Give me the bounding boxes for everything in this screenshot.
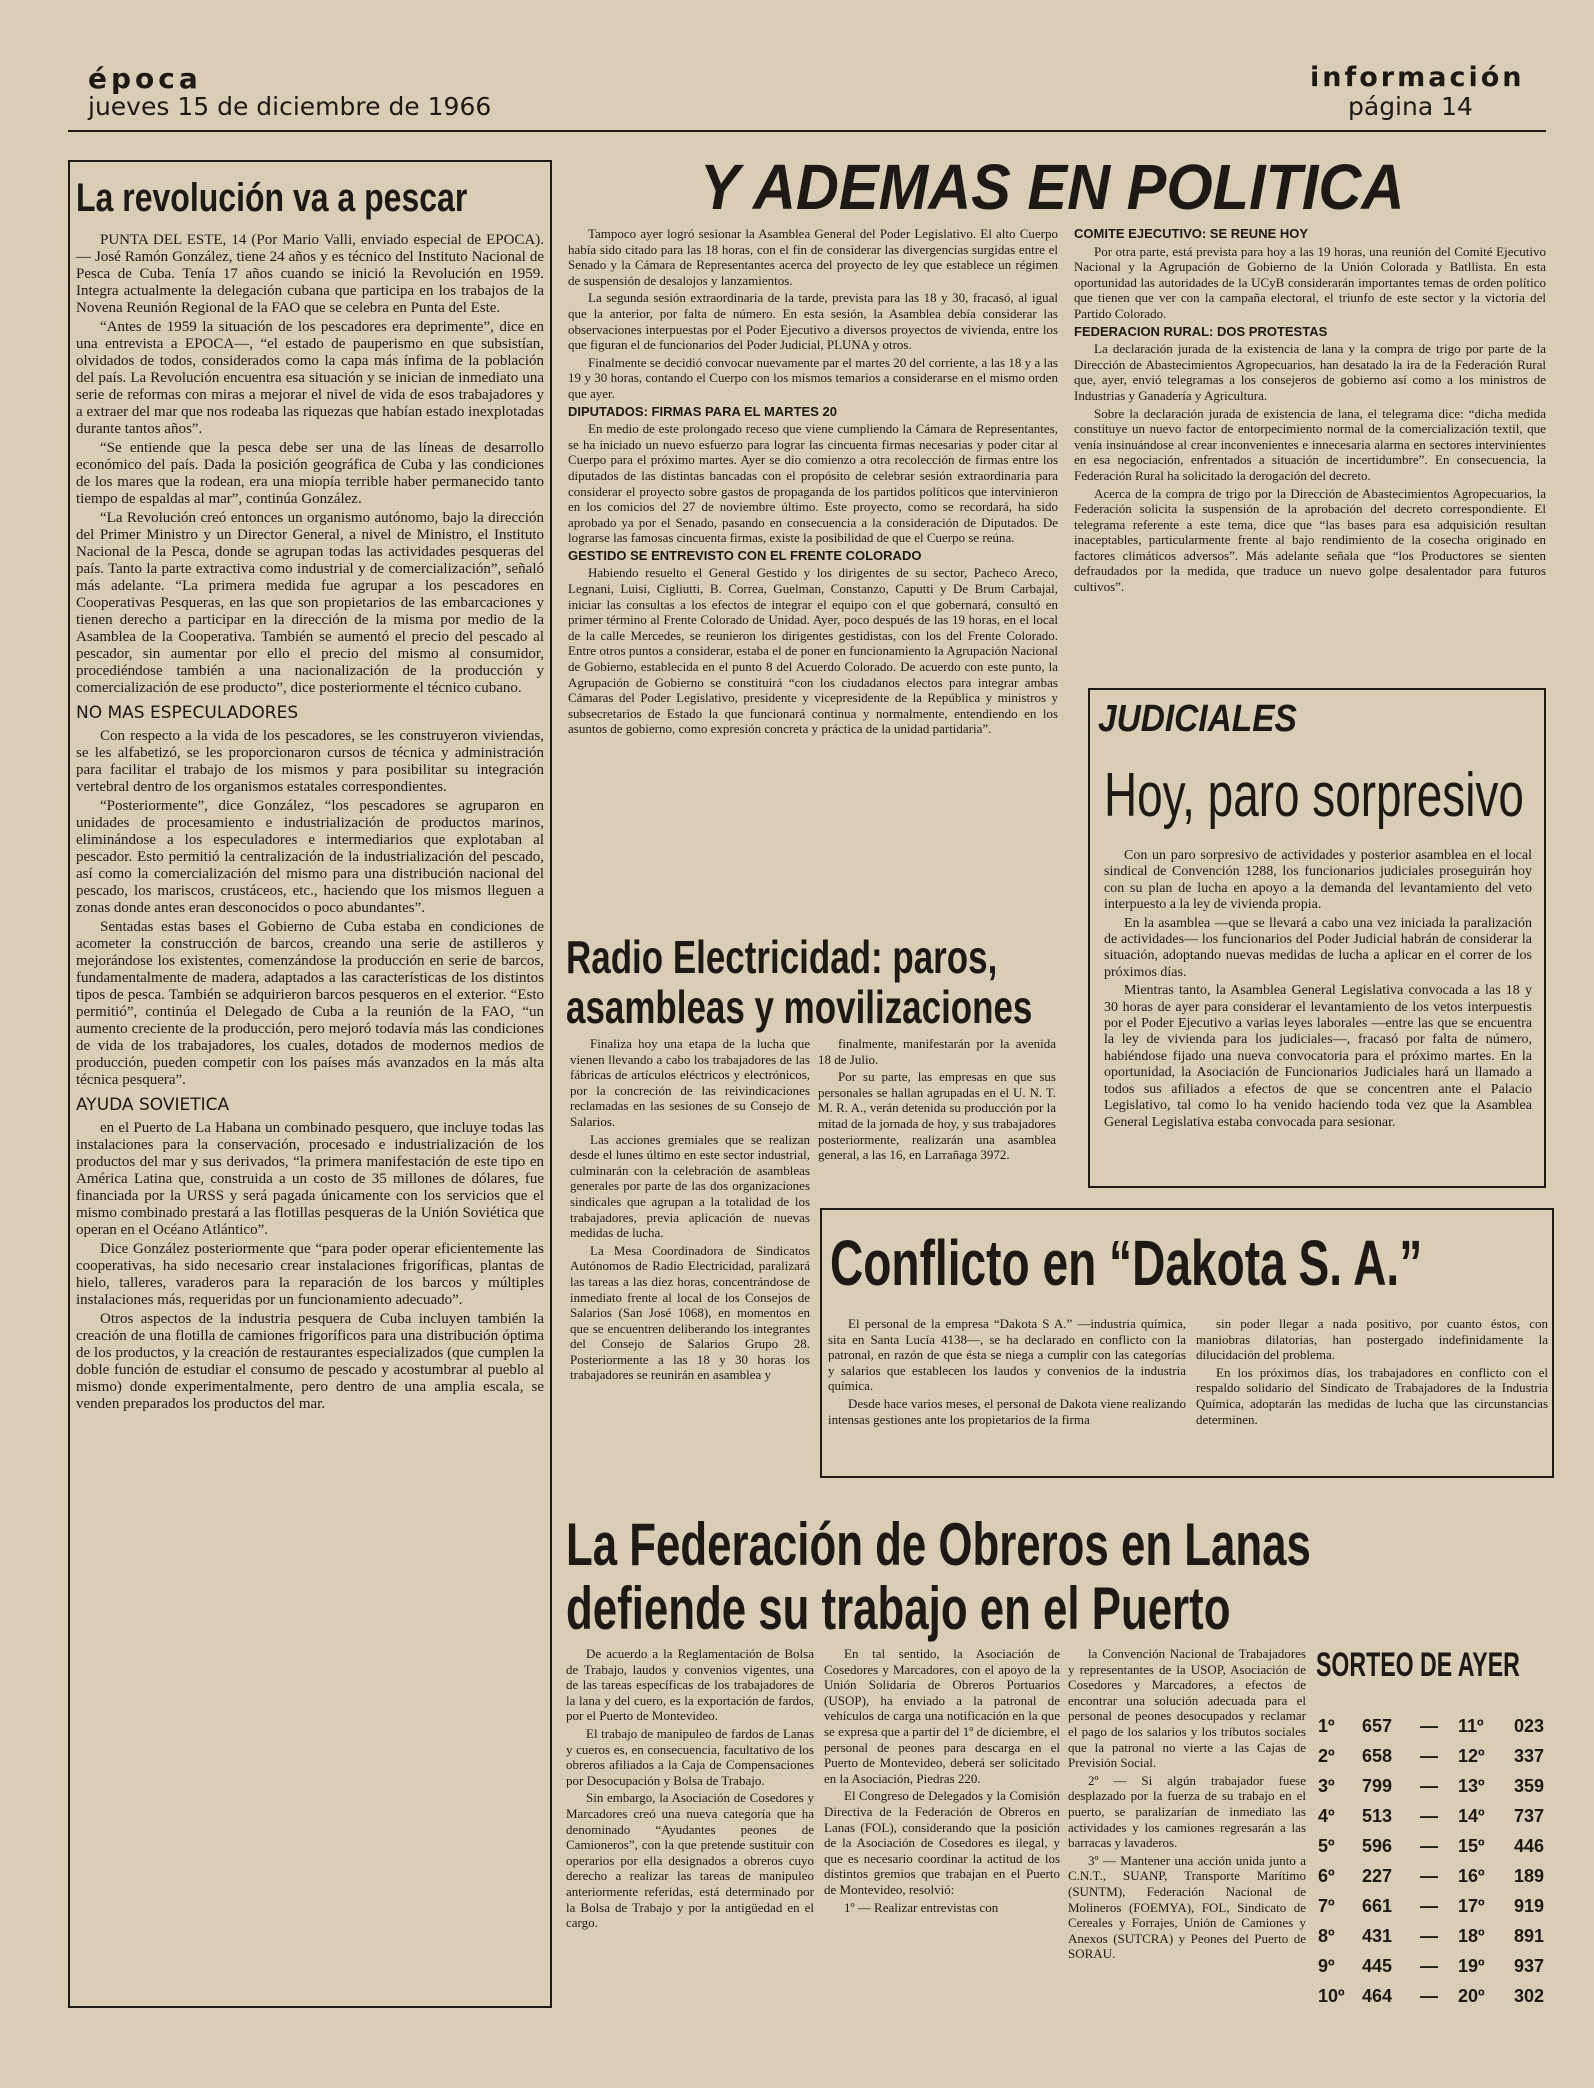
sorteo-num-left: 513: [1362, 1806, 1393, 1826]
article-revolucion: [76, 176, 544, 1996]
sorteo-pos-right: 19º: [1458, 1956, 1485, 1976]
dakota-column-1: [828, 1316, 1186, 1472]
paragraph: Finaliza hoy una etapa de la lucha que vienen llevando a cabo los trabajadores de las fábricas de artículos eléctricos y electrónicos, por la concreción de las reivindicaciones reclamadas en las sesiones de su Consejo de Salarios.: [570, 1036, 810, 1129]
headline-radio-line-1: Radio Electricidad: paros,: [566, 931, 998, 983]
paragraph: Mientras tanto, la Asamblea General Legislativa convocada a las 18 y 30 horas de ayer para considerar el levantamiento de los vetos interpuestis por el Poder Ejecutivo a varias leyes laborales —entre las que se encuentra la ley de vivienda para los judiciales—, fracasó por falta de número, habiéndose fijado una nueva convocatoria para el próximo martes. En la oportunidad, la Asociación de Funcionarios Judiciales hará un llamado a todos sus afiliados a efectos de que se concentren ante el Palacio Legislativo, tal como lo ha venido haciendo toda vez que la Asamblea General Legislativa estaba convocada para sesionar.: [1104, 983, 1532, 1130]
sorteo-dash: —: [1420, 1866, 1438, 1886]
sorteo-num-right: 023: [1514, 1716, 1545, 1736]
sorteo-pos-right: 11º: [1458, 1716, 1484, 1736]
headline-lanas-line-2: defiende su trabajo en el Puerto: [566, 1575, 1231, 1642]
sorteo-pos-right: 17º: [1458, 1896, 1485, 1916]
paragraph: Por su parte, las empresas en que sus personales se hallan agrupadas en el U. N. T. M. R. A., verán detenida su producción por la mitad de la jornada de hoy, y sus trabajadores posteriormente, realizarán una asamblea general, a las 16, en Larrañaga 3972.: [818, 1069, 1056, 1163]
sorteo-pos-left: 2º: [1318, 1746, 1335, 1766]
sorteo-num-right: 919: [1514, 1896, 1545, 1916]
paragraph: Con respecto a la vida de los pescadores, se les construyeron viviendas, se les alfabetizó, se les proporcionaron cursos de técnica y administración para facilitar el trabajo de los mismos y para posibilitar su integración vertebral dentro de los organismos estatales correspondientes.: [76, 728, 544, 795]
sorteo-title: SORTEO DE AYER: [1316, 1646, 1520, 1684]
subheading-comite: COMITE EJECUTIVO: SE REUNE HOY: [1074, 226, 1309, 241]
subheading-especuladores: NO MAS ESPECULADORES: [76, 703, 299, 723]
sorteo-num-right: 359: [1514, 1776, 1545, 1796]
dakota-column-2: [1196, 1316, 1548, 1472]
sorteo-pos-left: 10º: [1318, 1986, 1345, 2006]
sorteo-dash: —: [1420, 1716, 1438, 1736]
paragraph: “Se entiende que la pesca debe ser una de las líneas de desarrollo económico del país. Dada la posición geográfica de Cuba y las condiciones de los mares que la rodean, era una miopía terrible haber permanecido tanto tiempo de espaldas al mar”, continúa González.: [76, 440, 544, 507]
sorteo-pos-left: 8º: [1318, 1926, 1335, 1946]
section-title-informacion: información: [1310, 62, 1525, 93]
paragraph: Tampoco ayer logró sesionar la Asamblea General del Poder Legislativo. El alto Cuerpo había sido citado para las 18 horas, con el fin de considerar las divergencias surgidas entre el Senado y la Cámara de Representantes acerca del proyecto de ley que establece un régimen de suspensión de desalojos y lanzamientos.: [568, 226, 1058, 288]
sorteo-pos-left: 7º: [1318, 1896, 1335, 1916]
sorteo-pos-left: 6º: [1318, 1866, 1335, 1886]
sorteo-pos-right: 16º: [1458, 1866, 1485, 1886]
kicker-judiciales: JUDICIALES: [1098, 698, 1297, 740]
article-body-judiciales: [1104, 848, 1532, 1182]
paragraph: Acerca de la compra de trigo por la Dirección de Abastecimientos Agropecuarios, la Federación solicita la suspensión de la aprobación del decreto correspondiente. El telegrama referente a este tema, dice que “las bases para esa adquisición resultan inaceptables, particularmente frente al bajo rendimiento de la cosecha originado en factores climáticos adversos”. Más adelante señala que “los Productores se sienten defraudados por la medida, que traduce un nuevo golpe desalentador para futuros cultivos”.: [1074, 485, 1546, 595]
politica-column-2: [1074, 226, 1546, 666]
sorteo-num-left: 445: [1362, 1956, 1393, 1976]
sorteo-pos-left: 4º: [1318, 1806, 1335, 1826]
sorteo-num-right: 189: [1514, 1866, 1545, 1886]
article-body-revolucion: [76, 232, 544, 1413]
headline-radio-line-2: asambleas y movilizaciones: [566, 981, 1033, 1033]
paragraph: Dice González posteriormente que “para poder operar eficientemente las cooperativas, ha sido necesario crear instalaciones frigoríficas, plantas de hielo, talleres, varaderos para la reparación de los barcos y múltiples instalaciones más, requeridas por un funcionamiento adecuado”.: [76, 1241, 544, 1308]
paragraph: Sobre la declaración jurada de existencia de lana, el telegrama dice: “dicha medida constituye un nuevo factor de entorpecimiento normal de la comercialización textil, que venía insinuándose al crear inconvenientes e innecesaria alarma en sectores intervinientes en esa negociación, enfrentados a situación de incertidumbre”. En consecuencia, la Federación Rural ha solicitado la derogación del decreto.: [1074, 405, 1546, 483]
section-title-epoca: época: [88, 62, 202, 95]
lanas-column-2: [824, 1646, 1060, 2018]
sorteo-dash: —: [1420, 1836, 1438, 1856]
sorteo-table: [1318, 1716, 1548, 2016]
paragraph: En los próximos días, los trabajadores en conflicto con el respaldo solidario del Sindicato de Trabajadores de la Industria Química, adoptarán las medidas de lucha que las circunstancias determinen.: [1196, 1364, 1548, 1427]
sorteo-dash: —: [1420, 1806, 1438, 1826]
lanas-column-3: [1068, 1646, 1306, 2018]
paragraph: En medio de este prolongado receso que viene cumpliendo la Cámara de Representantes, se ha iniciado un nuevo esfuerzo para lograr las cincuenta firmas necesarias y poder citar al Cuerpo para el próximo martes. Ayer se dio comienzo a otra recolección de firmas entre los diputados de las distintas bancadas con el propósito de celebrar sesión extraordinaria para considerar el proyecto sobre gastos de propaganda de los partidos políticos que intervinieron en los comicios del 27 de noviembre último. Este proyecto, como se recordará, ha sido aprobado ya por el Senado, pasando en consecuencia a la consideración de Diputados. De lograrse las famosas cincuenta firmas, existe la posibilidad de que el Cuerpo se reúna.: [568, 421, 1058, 546]
subheading-gestido: GESTIDO SE ENTREVISTO CON EL FRENTE COLORADO: [568, 547, 922, 563]
headline-revolucion: La revolución va a pescar: [76, 176, 468, 220]
subheading-ayuda-sovietica: AYUDA SOVIETICA: [76, 1095, 230, 1115]
paragraph: La segunda sesión extraordinaria de la tarde, prevista para las 18 y 30, fracasó, al igual que la anterior, por falta de número. En esta sesión, la Asamblea debía considerar las observaciones interpuestas por el Poder Ejecutivo a diversos proyectos de vivienda, entre los que figuran el de funcionarios del Poder Judicial, PLUNA y otros.: [568, 290, 1058, 353]
paragraph: Sin embargo, la Asociación de Cosedores y Marcadores creó una nueva categoría que ha denominado “Ayudantes peones de Camioneros”, con la que pretende sustituir con operarios por ella designados a obreros cuyo derecho a realizar las tareas de manipuleo anteriormente referidas, está determinado por la Bolsa de Trabajo y por la antigüedad en el cargo.: [566, 1790, 814, 1931]
headline-judiciales: Hoy, paro sorpresivo: [1104, 761, 1524, 830]
sorteo-pos-left: 1º: [1318, 1716, 1335, 1736]
sorteo-pos-left: 9º: [1318, 1956, 1335, 1976]
sorteo-dash: —: [1420, 1926, 1438, 1946]
paragraph: Las acciones gremiales que se realizan desde el lunes último en este sector industrial, culminarán con la celebración de asambleas generales por parte de las dos organizaciones sindicales que agrupan a la totalidad de los trabajadores, previa aplicación de nuevas medidas de lucha.: [570, 1131, 810, 1241]
paragraph: Habiendo resuelto el General Gestido y los dirigentes de su sector, Pacheco Areco, Legnani, Luisi, Cigliutti, B. Correa, Guelman, Constanzo, Caputti y De Brum Carbajal, iniciar las consultas a los efectos de integrar el equipo con el que gobernará, consultó en primer término al Frente Colorado de Unidad. Ayer, poco después de las 19 horas, en el local de la calle Mercedes, se reunieron los dirigentes gestidistas, con los del Frente Colorado. Entre otros puntos a considerar, estaba el de poner en funcionamiento la Agrupación Nacional de Gobierno, establecida en el punto 8 del Acuerdo Colorado. De acuerdo con este punto, la Agrupación de Gobierno se constituirá “con los ciudadanos electos para integrar ambas Cámaras del Poder Legislativo, presidente y vicepresidente de la República y ministros y subsecretarios de Estado la que funcionará continua y normalmente, entendiendo en los asuntos de gobierno, como expresión concreta y práctica de la unidad partidaria”.: [568, 565, 1058, 737]
subheading-diputados: DIPUTADOS: FIRMAS PARA EL MARTES 20: [568, 403, 837, 419]
paragraph: Finalmente se decidió convocar nuevamente par el martes 20 del corriente, a las 18 y a las 19 y 30 horas, contando el Cuerpo con los mismos temarios a considerarse en el mismo orden que ayer.: [568, 354, 1058, 401]
sorteo-pos-left: 5º: [1318, 1836, 1335, 1856]
sorteo-dash: —: [1420, 1776, 1438, 1796]
paragraph: PUNTA DEL ESTE, 14 (Por Mario Valli, enviado especial de EPOCA). — José Ramón González, tiene 24 años y es técnico del Instituto Nacional de Pesca de Cuba. Tenía 17 años cuando se inició la Revolución en 1959. Integra actualmente la delegación cubana que participa en los trabajos de la Novena Reunión Regional de la FAO que se celebra en Punta del Este.: [76, 232, 544, 316]
paragraph: La declaración jurada de la existencia de lana y la compra de trigo por parte de la Dirección de Abastecimientos Agropecuarios, han desatado la ira de la Federación Rural que, ayer, envió telegramas a los consejeros de gobierno así como a los ministros de Industrias y Ganadería y Agricultura.: [1074, 341, 1546, 403]
sorteo-pos-right: 18º: [1458, 1926, 1485, 1946]
paragraph: 3º — Mantener una acción unida junto a C.N.T., SUANP, Transporte Marítimo (SUNTM), Federación Nacional de Molineros (FOEMYA), FOL, Sindicato de Cereales y Forrajes, Unión de Camiones y Anexos (SUTCRA) y Peones del Puerto de SORAU.: [1068, 1852, 1306, 1962]
sorteo-num-right: 737: [1514, 1806, 1545, 1826]
sorteo-pos-right: 20º: [1458, 1986, 1485, 2006]
lanas-column-1: [566, 1646, 814, 2018]
sorteo-pos-right: 15º: [1458, 1836, 1485, 1856]
headline-dakota: Conflicto en “Dakota S. A.”: [830, 1227, 1423, 1299]
sorteo-num-left: 799: [1362, 1776, 1393, 1796]
sorteo-num-left: 431: [1362, 1926, 1393, 1946]
sorteo-num-right: 446: [1514, 1836, 1545, 1856]
sorteo-dash: —: [1420, 1746, 1438, 1766]
headline-lanas-line-1: La Federación de Obreros en Lanas: [566, 1511, 1311, 1578]
sorteo-num-left: 658: [1362, 1746, 1393, 1766]
paragraph: la Convención Nacional de Trabajadores y representantes de la USOP, Asociación de Cosedores y Marcadores, a efectos de encontrar una solución adecuada para el personal de peones desocupados y reclamar el pago de los salarios y los tributos sociales que la patronal no vierte a las Cajas de Previsión Social.: [1068, 1646, 1306, 1771]
sorteo-num-left: 657: [1362, 1716, 1393, 1736]
sorteo-dash: —: [1420, 1896, 1438, 1916]
paragraph: “Posteriormente”, dice González, “los pescadores se agruparon en unidades de procesamiento e industrialización de productos marinos, eliminándose a los especuladores e intermediarios que explotaban al pescador. Esto permitió la centralización de la industrialización del pescado, así como la comercialización del mismo para una distribución nacional del pescado, los mariscos, crustáceos, etc., haciendo que los mismos lleguen a zonas donde antes eran desconocidos o poco abundantes”.: [76, 798, 544, 916]
paragraph: sin poder llegar a nada positivo, por cuanto éstos, con maniobras dilatorias, han postergado indefinidamente la dilucidación del problema.: [1196, 1316, 1548, 1363]
paragraph: finalmente, manifestarán por la avenida 18 de Julio.: [818, 1036, 1056, 1067]
paragraph: en el Puerto de La Habana un combinado pesquero, que incluye todas las instalaciones para la conservación, procesado e industrialización de los productos del mar y sus derivados, “la primera manifestación de este tipo en América Latina que, construida a un costo de 35 millones de dólares, fue financiada por la URSS y será pagada únicamente con los servicios que el mismo combinado prestará a las flotillas pesqueras de la Unión Soviética que operan en el Océano Atlántico”.: [76, 1120, 544, 1238]
headline-politica: Y ADEMAS EN POLITICA: [700, 151, 1405, 223]
page-number: página 14: [1348, 92, 1473, 121]
paragraph: Por otra parte, está prevista para hoy a las 19 horas, una reunión del Comité Ejecutivo Nacional y la Agrupación de Gobierno de la Unión Colorada y Batllista. En esta oportunidad las autoridades de la UCyB considerarán importantes temas de orden político que tienen que ver con la campaña electoral, el triunfo de este sector y la victoria del Partido Colorado.: [1074, 243, 1546, 321]
paragraph: El Congreso de Delegados y la Comisión Directiva de la Federación de Obreros en Lanas (FOL), considerando que la posición de la Asociación de Cosedores es ilegal, y que es necesario coordinar la actitud de los distintos gremios que trabajan en el Puerto de Montevideo, resolvió:: [824, 1788, 1060, 1897]
paragraph: Con un paro sorpresivo de actividades y posterior asamblea en el local sindical de Convención 1288, los funcionarios judiciales proseguirán hoy con su plan de lucha en apoyo a la demanda del levantamiento del veto interpuesto a la ley de vivienda propia.: [1104, 848, 1532, 913]
politica-column-1: [568, 226, 1058, 916]
sorteo-dash: —: [1420, 1986, 1438, 2006]
sorteo-num-left: 464: [1362, 1986, 1393, 2006]
paragraph: De acuerdo a la Reglamentación de Bolsa de Trabajo, laudos y convenios vigentes, una de las tareas específicas de los trabajadores de la lana y del cuero, es la exportación de fardos, por el Puerto de Montevideo.: [566, 1646, 814, 1724]
sorteo-pos-right: 13º: [1458, 1776, 1485, 1796]
subheading-federacion-rural: FEDERACION RURAL: DOS PROTESTAS: [1074, 323, 1328, 339]
paragraph: Otros aspectos de la industria pesquera de Cuba incluyen también la creación de una flotilla de camiones frigoríficos para una distribución óptima de los productos, y la creación de restaurantes especializados (que cumplen la doble función de estudiar el consumo de pescado y acostumbrar al pueblo al mismo) donde experimentalmente, pero dentro de una amplia escala, se venden preparados los productos del mar.: [76, 1311, 544, 1412]
radio-column-1: [570, 1036, 810, 1496]
paragraph: Desde hace varios meses, el personal de Dakota viene realizando intensas gestiones ante los propietarios de la firma: [828, 1395, 1186, 1427]
sorteo-num-left: 227: [1362, 1866, 1393, 1886]
paragraph: En la asamblea —que se llevará a cabo una vez iniciada la paralización de actividades— los funcionarios del Poder Judicial habrán de considerar la situación, adoptando nuevas medidas de lucha a aplicar en el correr de los próximos días.: [1104, 915, 1532, 980]
radio-column-2: [818, 1036, 1056, 1216]
sorteo-num-right: 302: [1514, 1986, 1545, 2006]
sorteo-pos-left: 3º: [1318, 1776, 1335, 1796]
paragraph: El trabajo de manipuleo de fardos de Lanas y cueros es, en consecuencia, facultativo de los obreros afiliados a la Caja de Compensaciones por Desocupación y Bolsa de Trabajo.: [566, 1725, 814, 1788]
paragraph: El personal de la empresa “Dakota S A.” —industria química, sita en Santa Lucía 4138—, se ha declarado en conflicto con la patronal, en razón de que ésta se niega a cumplir con las categorías y salarios que establecen los laudos y convenios de la industria química.: [828, 1316, 1186, 1394]
sorteo-dash: —: [1420, 1956, 1438, 1976]
paragraph: 1º — Realizar entrevistas con: [844, 1899, 999, 1915]
sorteo-num-right: 891: [1514, 1926, 1545, 1946]
paragraph: Sentadas estas bases el Gobierno de Cuba estaba en condiciones de acometer la construcción de barcos, creando una serie de astilleros y mejorándose los existentes, comenzándose la producción en serie de barcos, fundamentalmente de madera, adaptados a las características de los distintos tipos de pesca. También se adquirieron barcos pesqueros en el exterior. “Esto permitió”, continúa el Delegado de Cuba a la reunión de la FAO, “un aumento creciente de la producción, pero mejoró todavía más las condiciones de vida de los trabajadores, los cuales, dotados de modernos medios de producción, pueden competir con los países más avanzados en la más alta técnica pesquera”.: [76, 919, 544, 1088]
sorteo-num-right: 937: [1514, 1956, 1545, 1976]
sorteo-num-left: 596: [1362, 1836, 1393, 1856]
sorteo-pos-right: 14º: [1458, 1806, 1485, 1826]
paragraph: “La Revolución creó entonces un organismo autónomo, bajo la dirección del Primer Ministro y un Director General, a nivel de Ministro, el Instituto Nacional de la Pesca, donde se agrupan todas las actividades pesqueras del país. Tanto la parte extractiva como industrial y de comercialización”, señaló más adelante. “La primera medida fue agrupar a los pescadores en Cooperativas Pesqueras, en las que son propietarios de las embarcaciones y tienen derecho a participar en la dirección de la misma por medio de la Asamblea de la Cooperativa. También se aumentó el precio del pescado al pescador, sin aumentar por ello el precio del mismo al consumidor, procediéndose también a una nacionalización de la producción y comercialización de ese producto”, dice posteriormente el técnico cubano.: [76, 510, 544, 696]
masthead-rule: [68, 130, 1546, 132]
sorteo-num-right: 337: [1514, 1746, 1545, 1766]
sorteo-num-left: 661: [1362, 1896, 1393, 1916]
paragraph: 2º — Si algún trabajador fuese desplazado por la fuerza de su trabajo en el puerto, se paralizarían de inmediato las actividades y los camiones regresarán a las barracas y lavaderos.: [1068, 1772, 1306, 1851]
issue-date: jueves 15 de diciembre de 1966: [88, 92, 492, 121]
sorteo-pos-right: 12º: [1458, 1746, 1485, 1766]
paragraph: La Mesa Coordinadora de Sindicatos Autónomos de Radio Electricidad, paralizará las tareas a las diez horas, concentrándose de inmediato frente al local de los Consejos de Salarios (San José 1068), en momentos en que se encuentren deliberando los integrantes del Consejo de Salarios Grupo 28. Posteriormente a las 18 y 30 horas los trabajadores se reunirán en asamblea y: [570, 1242, 810, 1383]
paragraph: En tal sentido, la Asociación de Cosedores y Marcadores, con el apoyo de la Unión Solidaria de Obreros Portuarios (USOP), ha enviado a la patronal de vehículos de carga una notificación en la que se expresa que a partir del 1º de diciembre, el personal de peones para descarga en el Puerto de Montevideo, deberá ser solicitado en la Asociación, Piedras 220.: [824, 1646, 1060, 1786]
paragraph: “Antes de 1959 la situación de los pescadores era deprimente”, dice en una entrevista a EPOCA—, “el estado de pauperismo en que subsistían, olvidados de todos, considerados como la capa más ínfima de la población del país. La Revolución encuentra esa situación y se inician de inmediato una serie de reformas con miras a mejorar el nivel de vida de esos trabajadores y a extraer del mar que nos rodeaba las riquezas que habían estado inexplotadas durante tantos años”.: [76, 319, 544, 437]
